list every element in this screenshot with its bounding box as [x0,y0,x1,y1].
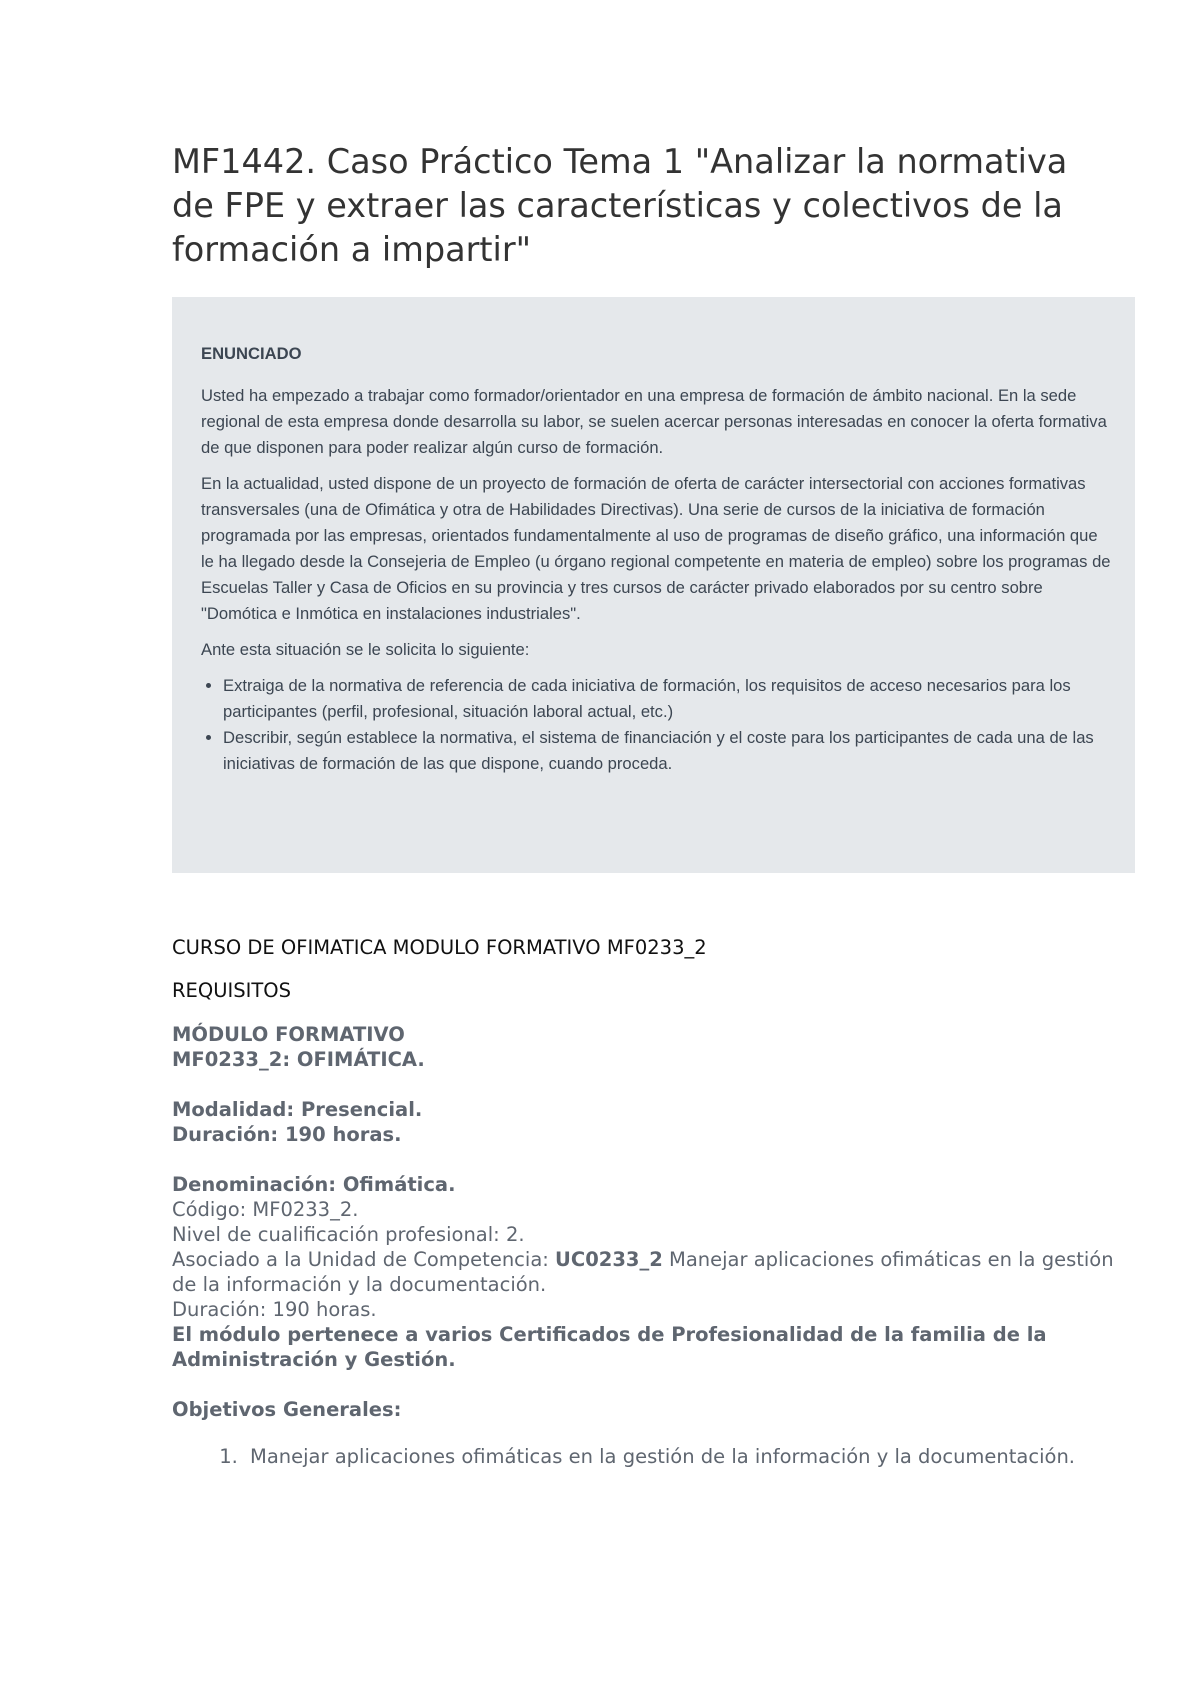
duration: Duración: 190 horas. [172,1298,377,1321]
statement-bullet-list [201,673,1115,777]
statement-box [172,297,1135,873]
module-code-name-text: MF0233_2: OFIMÁTICA. [172,1048,425,1071]
statement-bullet: • Describir, según establece la normativa, el sistema de financiación y el coste para los participantes de cada una de las iniciativas de formación de las que dispone, cuando proceda. [223,725,1115,777]
statement-paragraph: En la actualidad, usted dispone de un proyecto de formación de oferta de carácter intersectorial con acciones formativas transversales (una de Ofimática y otra de Habilidades Directivas). Una serie de cursos de la iniciativa de formación programada por las empresas, orientados fundamentalmente al uso de programas de diseño gráfico, una información que le ha llegado desde la Consejeria de Empleo (u órgano regional competente en materia de empleo) sobre los programas de Escuelas Taller y Casa de Oficios en su provincia y tres cursos de carácter privado elaborados por su centro sobre "Domótica e Inmótica en instalaciones industriales". [201,474,1111,623]
module-label-text: MÓDULO FORMATIVO [172,1023,405,1046]
objectives-heading [172,1397,1132,1422]
certificate-note-text: El módulo pertenece a varios Certificados de Profesionalidad de la familia de la Administración y Gestión. [172,1323,1047,1371]
certificate-note [172,1322,1132,1372]
competence-unit-code: UC0233_2 [555,1248,663,1271]
duration-bold [172,1122,1132,1147]
module-code: Código: MF0233_2. [172,1198,359,1221]
objectives-list [172,1444,1132,1469]
competence-unit-prefix: Asociado a la Unidad de Competencia: [172,1248,556,1271]
qualification-level: Nivel de cualificación profesional: 2. [172,1223,525,1246]
course-heading: CURSO DE OFIMATICA MODULO FORMATIVO MF0233_2 [172,936,707,959]
statement-paragraph: Usted ha empezado a trabajar como formador/orientador en una empresa de formación de ámbito nacional. En la sede regional de esta empresa donde desarrolla su labor, se suelen acercar personas interesadas en conocer la oferta formativa de que disponen para poder realizar algún curso de formación. [201,386,1107,457]
denomination-text: Denominación: Ofimática. [172,1173,456,1196]
statement-heading: ENUNCIADO [201,344,302,363]
competence-unit-suffix: Manejar aplicaciones ofimáticas en la gestión de la información y la documentación. [172,1248,1114,1296]
objective-item: 1. Manejar aplicaciones ofimáticas en la gestión de la información y la documentación. [244,1444,1132,1469]
duration-bold-text: Duración: 190 horas. [172,1123,402,1146]
requirements-heading: REQUISITOS [172,979,292,1002]
modality-text: Modalidad: Presencial. [172,1098,423,1121]
module-code-name [172,1047,1132,1072]
modality [172,1097,1132,1122]
denomination [172,1172,1132,1197]
statement-bullet: • Extraiga de la normativa de referencia de cada iniciativa de formación, los requisitos de acceso necesarios para los participantes (perfil, profesional, situación laboral actual, etc.) [223,673,1115,725]
course-content [172,935,1132,1469]
objectives-heading-text: Objetivos Generales: [172,1398,402,1421]
statement-paragraph: Ante esta situación se le solicita lo siguiente: [201,640,530,659]
competence-unit [172,1247,1132,1297]
page-title: MF1442. Caso Práctico Tema 1 "Analizar la normativa de FPE y extraer las características y colectivos de la formación a impartir" [172,142,1068,269]
module-label [172,1022,1132,1047]
